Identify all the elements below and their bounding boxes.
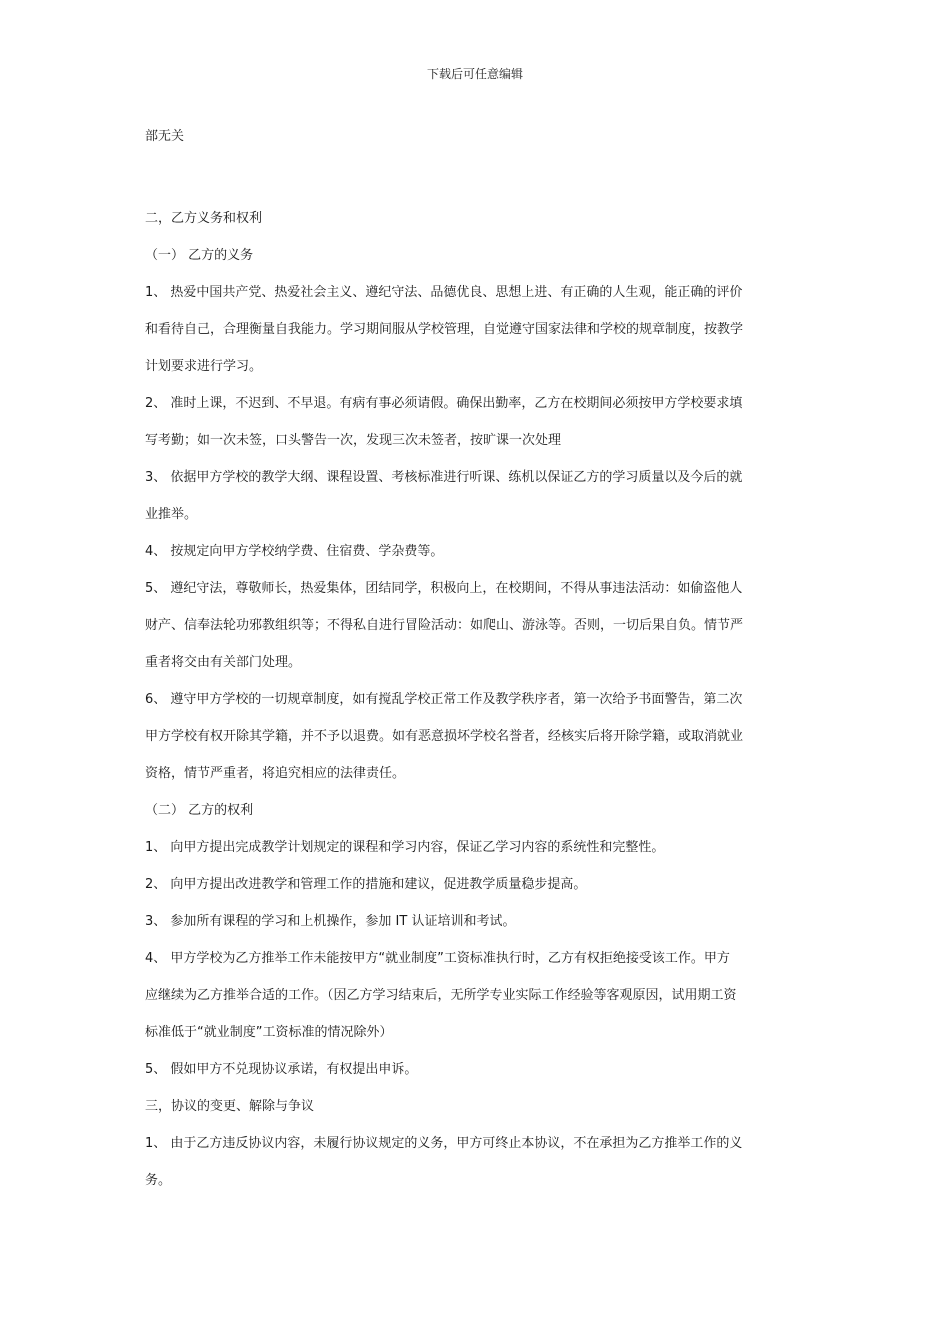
paragraph-line: 业推举。	[145, 507, 198, 522]
paragraph-line: 3、 依据甲方学校的教学大纲、课程设置、考核标准进行听课、练机以保证乙方的学习质量以及今后的就	[145, 470, 743, 485]
paragraph-line: 务。	[145, 1173, 172, 1188]
paragraph-line: 5、 遵纪守法，尊敬师长，热爱集体，团结同学，积极向上，在校期间，不得从事违法活动：如偷盗他人	[145, 581, 743, 596]
subsection-heading: （一） 乙方的义务	[145, 248, 254, 263]
paragraph-line: 计划要求进行学习。	[145, 359, 263, 374]
page-header: 下载后可任意编辑	[426, 67, 523, 81]
paragraph-line: 写考勤；如一次未签，口头警告一次，发现三次未签者，按旷课一次处理	[145, 433, 562, 448]
document-body	[145, 128, 809, 1209]
paragraph-line: 重者将交由有关部门处理。	[145, 655, 302, 670]
section-heading: 三，协议的变更、解除与争议	[145, 1099, 315, 1114]
paragraph-line: 财产、信奉法轮功邪教组织等；不得私自进行冒险活动：如爬山、游泳等。否则，一切后果自负。情节严	[145, 618, 744, 633]
paragraph-line: 4、 甲方学校为乙方推举工作未能按甲方“就业制度”工资标准执行时，乙方有权拒绝接受该工作。甲方	[145, 951, 730, 966]
paragraph-line: 部无关	[145, 129, 185, 144]
paragraph-gap	[145, 165, 809, 210]
section-heading: 二，乙方义务和权利	[145, 211, 263, 226]
paragraph-line: 1、 热爱中国共产党、热爱社会主义、遵纪守法、品德优良、思想上进、有正确的人生观，能正确的评价	[145, 285, 743, 300]
paragraph-line: 4、 按规定向甲方学校纳学费、住宿费、学杂费等。	[145, 544, 444, 559]
paragraph-line: 标准低于“就业制度”工资标准的情况除外）	[145, 1025, 393, 1040]
paragraph-line: 6、 遵守甲方学校的一切规章制度，如有搅乱学校正常工作及教学秩序者，第一次给予书面警告，第二次	[145, 692, 743, 707]
paragraph-line: 应继续为乙方推举合适的工作。（因乙方学习结束后，无所学专业实际工作经验等客观原因，试用期工资	[145, 988, 737, 1003]
paragraph-line: 3、 参加所有课程的学习和上机操作，参加 IT 认证培训和考试。	[145, 914, 516, 929]
paragraph-line: 1、 由于乙方违反协议内容，未履行协议规定的义务，甲方可终止本协议，不在承担为乙方推举工作的义	[145, 1136, 743, 1151]
paragraph-line: 2、 准时上课，不迟到、不早退。有病有事必须请假。确保出勤率，乙方在校期间必须按甲方学校要求填	[145, 396, 743, 411]
paragraph-line: 5、 假如甲方不兑现协议承诺，有权提出申诉。	[145, 1062, 418, 1077]
subsection-heading: （二） 乙方的权利	[145, 803, 254, 818]
paragraph-line: 和看待自己，合理衡量自我能力。学习期间服从学校管理，自觉遵守国家法律和学校的规章制度，按教学	[145, 322, 744, 337]
paragraph-line: 甲方学校有权开除其学籍，并不予以退费。如有恶意损坏学校名誉者，经核实后将开除学籍，或取消就业	[145, 729, 744, 744]
paragraph-line: 资格，情节严重者，将追究相应的法律责任。	[145, 766, 406, 781]
paragraph-line: 1、 向甲方提出完成教学计划规定的课程和学习内容，保证乙学习内容的系统性和完整性。	[145, 840, 665, 855]
paragraph-line: 2、 向甲方提出改进教学和管理工作的措施和建议，促进教学质量稳步提高。	[145, 877, 587, 892]
